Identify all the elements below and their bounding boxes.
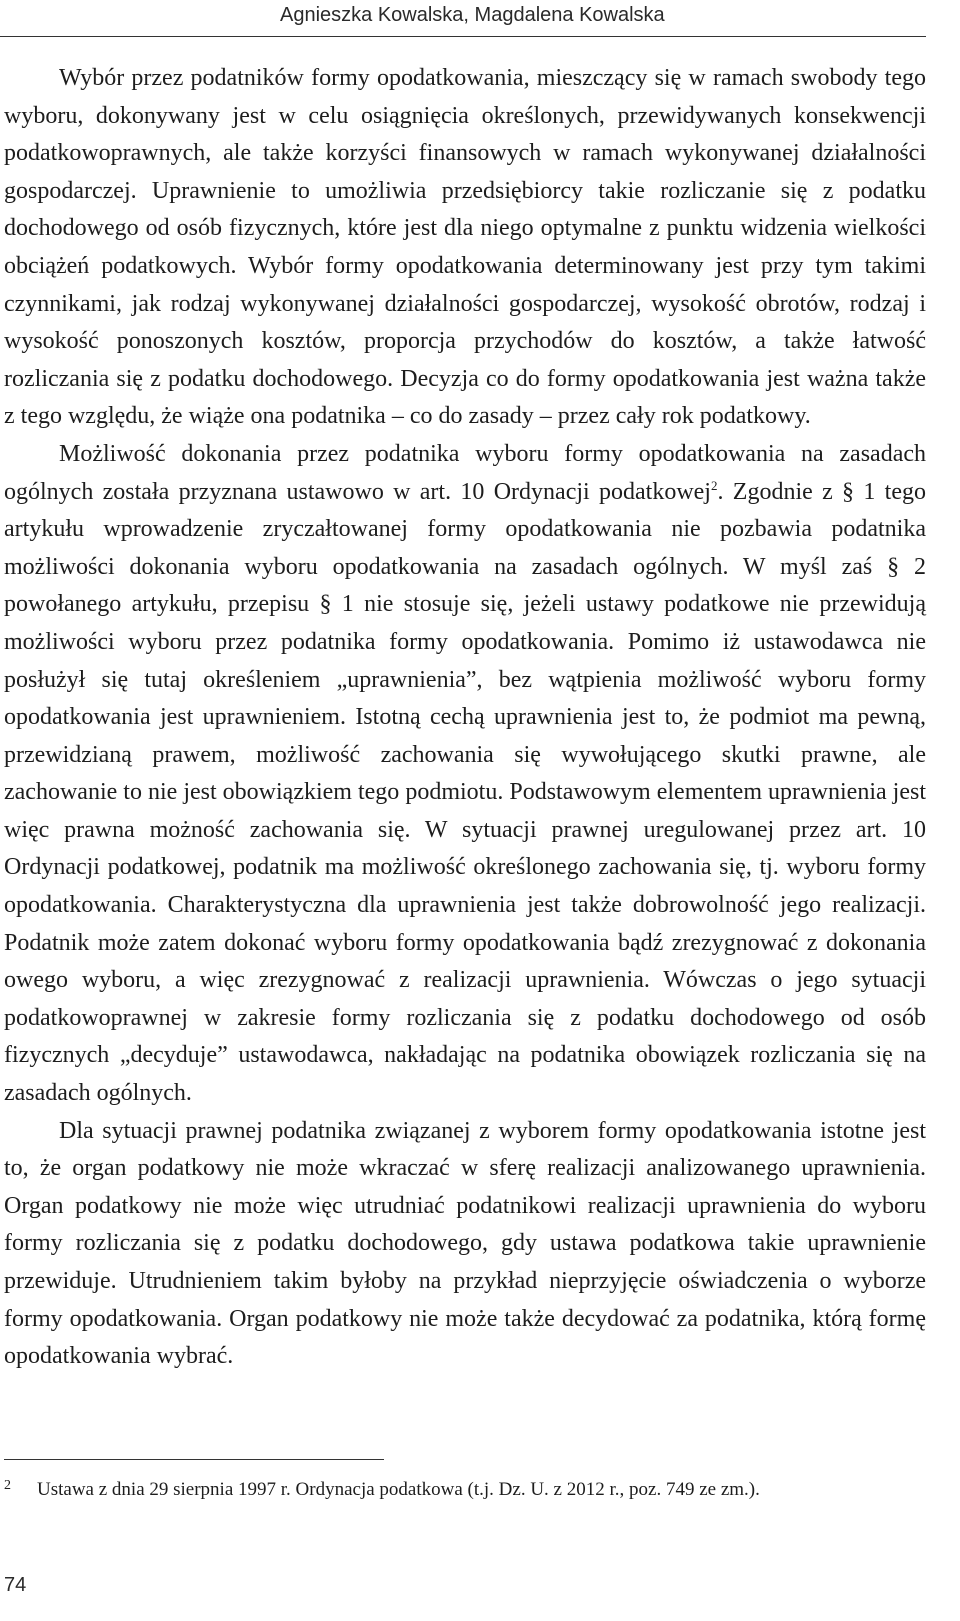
- header-rule: [0, 36, 926, 37]
- body-text: [4, 60, 926, 1376]
- footnote-number: 2: [4, 1478, 11, 1493]
- paragraph-1: Wybór przez podatników formy opodatkowania, mieszczący się w ramach swobody tego wyboru, dokonywany jest w celu osiągnięcia określonych, przewidywanych konsekwencji podatkowoprawnych, ale także korzyści finansowych w ramach wykonywanej działalności gospodarczej. Uprawnienie to umożliwia przedsiębiorcy takie rozliczanie się z podatku dochodowego od osób fizycznych, które jest dla niego optymalne z punktu widzenia wielkości obciążeń podatkowych. Wybór formy opodatkowania determinowany jest przy tym takimi czynnikami, jak rodzaj wykonywanej działalności gospodarczej, wysokość obrotów, rodzaj i wysokość ponoszonych kosztów, proporcja przychodów do kosztów, a także łatwość rozliczania się z podatku dochodowego. Decyzja co do formy opodatkowania jest ważna także z tego względu, że wiąże ona podatnika – co do zasady – przez cały rok podatkowy.: [4, 65, 926, 430]
- paragraph-2-text-b: . Zgodnie z § 1 tego artykułu wprowadzenie zryczałtowanej formy opodatkowania nie pozbawia podatnika możliwości dokonania wyboru opodatkowania na zasadach ogólnych. W myśl zaś § 2 powołanego artykułu, przepisu § 1 nie stosuje się, jeżeli ustawy podatkowe nie przewidują możliwości wyboru przez podatnika formy opodatkowania. Pomimo iż ustawodawca nie posłużył się tutaj określeniem „uprawnienia”, bez wątpienia możliwość wyboru formy opodatkowania jest uprawnieniem. Istotną cechą uprawnienia jest to, że podmiot ma pewną, przewidzianą prawem, możliwość zachowania się wywołującego skutki prawne, ale zachowanie to nie jest obowiązkiem tego podmiotu. Podstawowym elementem uprawnienia jest więc prawna możność zachowania się. W sytuacji prawnej uregulowanej przez art. 10 Ordynacji podatkowej, podatnik ma możliwość określonego zachowania się, tj. wyboru formy opodatkowania. Charakterystyczna dla uprawnienia jest także dobrowolność jego realizacji. Podatnik może zatem dokonać wyboru formy opodatkowania bądź zrezygnować z dokonania owego wyboru, a więc zrezygnować z realizacji uprawnienia. Wówczas o jego sytuacji podatkowoprawnej w zakresie formy rozliczania się z podatku dochodowego od osób fizycznych „decyduje” ustawodawca, nakładając na podatnika obowiązek rozliczania się na zasadach ogólnych.: [4, 478, 927, 1107]
- footnote-reference: 2: [710, 477, 718, 493]
- page-number: 74: [4, 1574, 27, 1596]
- running-header-authors: Agnieszka Kowalska, Magdalena Kowalska: [280, 4, 665, 26]
- footnote-rule: [4, 1459, 384, 1460]
- paragraph-2-text-a: Możliwość dokonania przez podatnika wyboru formy opodatkowania na zasadach ogólnych została przyznana ustawowo w art. 10 Ordynacji podatkowej: [4, 440, 926, 505]
- footnote-text: Ustawa z dnia 29 sierpnia 1997 r. Ordynacja podatkowa (t.j. Dz. U. z 2012 r., poz. 749 ze zm.).: [37, 1479, 760, 1500]
- paragraph-2: [4, 436, 926, 1113]
- paragraph-3: Dla sytuacji prawnej podatnika związanej z wyborem formy opodatkowania istotne jest to, że organ podatkowy nie może wkraczać w sferę realizacji analizowanego uprawnienia. Organ podatkowy nie może więc utrudniać podatnikowi realizacji uprawnienia do wyboru formy rozliczania się z podatku dochodowego, gdy ustawa podatkowa takie uprawnienie przewiduje. Utrudnieniem takim byłoby na przykład nieprzyjęcie oświadczenia o wyborze formy opodatkowania. Organ podatkowy nie może także decydować za podatnika, którą formę opodatkowania wybrać.: [4, 1117, 926, 1370]
